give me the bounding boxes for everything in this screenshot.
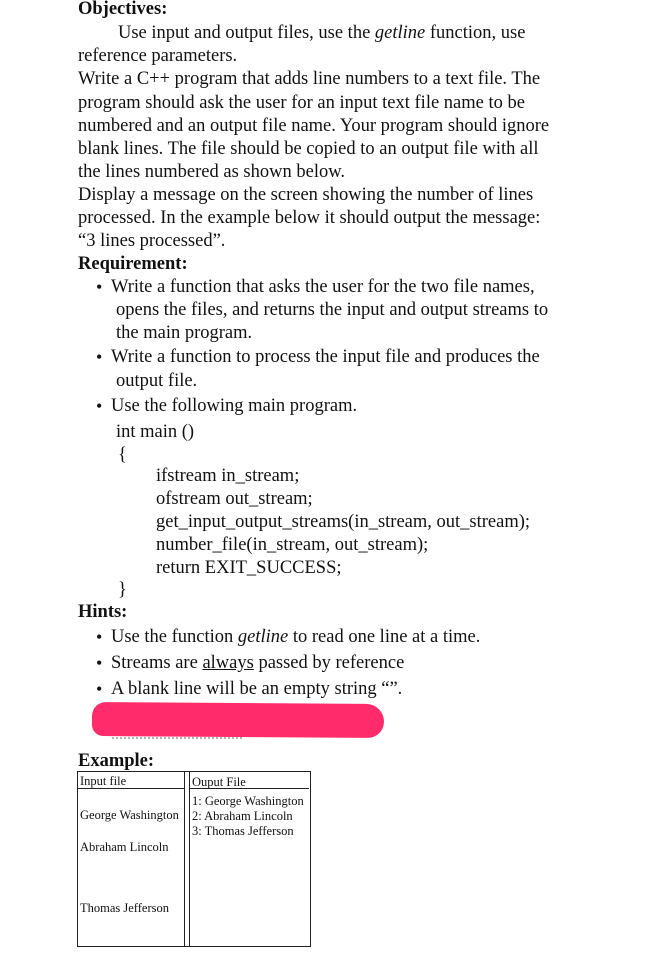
requirement-heading: Requirement: (78, 254, 188, 274)
objectives-p2-line: program should ask the user for an input text file name to be (78, 93, 525, 113)
code-line: ofstream out_stream; (156, 489, 313, 509)
example-heading: Example: (78, 751, 155, 771)
example-table (77, 771, 311, 947)
objectives-p2-line: the lines numbered as shown below. (78, 162, 345, 182)
objectives-line-1: Use input and output files, use the getline function, use (118, 23, 526, 43)
output-line: 3: Thomas Jefferson (192, 824, 294, 838)
objectives-heading: Objectives: (78, 0, 168, 19)
code-open-brace: { (118, 445, 127, 465)
code-line: return EXIT_SUCCESS; (156, 558, 342, 578)
bullet-icon: • (96, 396, 103, 416)
objectives-p3-line: Display a message on the screen showing the number of lines (78, 185, 534, 205)
output-line: 2: Abraham Lincoln (192, 809, 293, 823)
bullet-icon: • (96, 277, 103, 297)
code-line: ifstream in_stream; (156, 466, 300, 486)
requirement-bullet-1-line: Write a function that asks the user for the two file names, (111, 277, 535, 297)
redaction-scribble (92, 702, 384, 738)
requirement-bullet-3-line: Use the following main program. (111, 396, 358, 416)
hint-3: A blank line will be an empty string “”. (111, 679, 403, 699)
objectives-p2-line: blank lines. The file should be copied to an output file with all (78, 139, 539, 159)
table-divider (184, 772, 185, 946)
code-line: get_input_output_streams(in_stream, out_stream); (156, 512, 531, 532)
objectives-p2-line: Write a C++ program that adds line numbers to a text file. The (78, 69, 541, 89)
requirement-bullet-2-line: output file. (116, 371, 198, 391)
hints-heading: Hints: (78, 602, 128, 622)
requirement-bullet-1-line: the main program. (116, 323, 253, 343)
objectives-p3-line: processed. In the example below it should output the message: (78, 208, 541, 228)
input-line: Abraham Lincoln (80, 840, 169, 854)
objectives-line-2: reference parameters. (78, 46, 238, 66)
table-header-rule (78, 788, 184, 789)
redacted-text-remnant (112, 737, 242, 747)
code-line: number_file(in_stream, out_stream); (156, 535, 429, 555)
table-divider (189, 772, 190, 946)
input-line: Thomas Jefferson (80, 901, 169, 915)
code-signature: int main () (116, 422, 195, 442)
objectives-p3-line: “3 lines processed”. (78, 231, 226, 251)
input-line: George Washington (80, 808, 179, 822)
requirement-bullet-1-line: opens the files, and returns the input and output streams to (116, 300, 549, 320)
hint-2: Streams are always passed by reference (111, 653, 405, 673)
bullet-icon: • (96, 627, 103, 647)
code-close-brace: } (118, 580, 127, 600)
output-line: 1: George Washington (192, 794, 304, 808)
bullet-icon: • (96, 679, 103, 699)
bullet-icon: • (96, 653, 103, 673)
input-file-header: Input file (80, 774, 127, 788)
requirement-bullet-2-line: Write a function to process the input file and produces the (111, 347, 540, 367)
bullet-icon: • (96, 347, 103, 367)
hint-1: Use the function getline to read one line at a time. (111, 627, 481, 647)
objectives-p2-line: numbered and an output file name. Your program should ignore (78, 116, 550, 136)
output-file-header: Ouput File (192, 775, 246, 789)
